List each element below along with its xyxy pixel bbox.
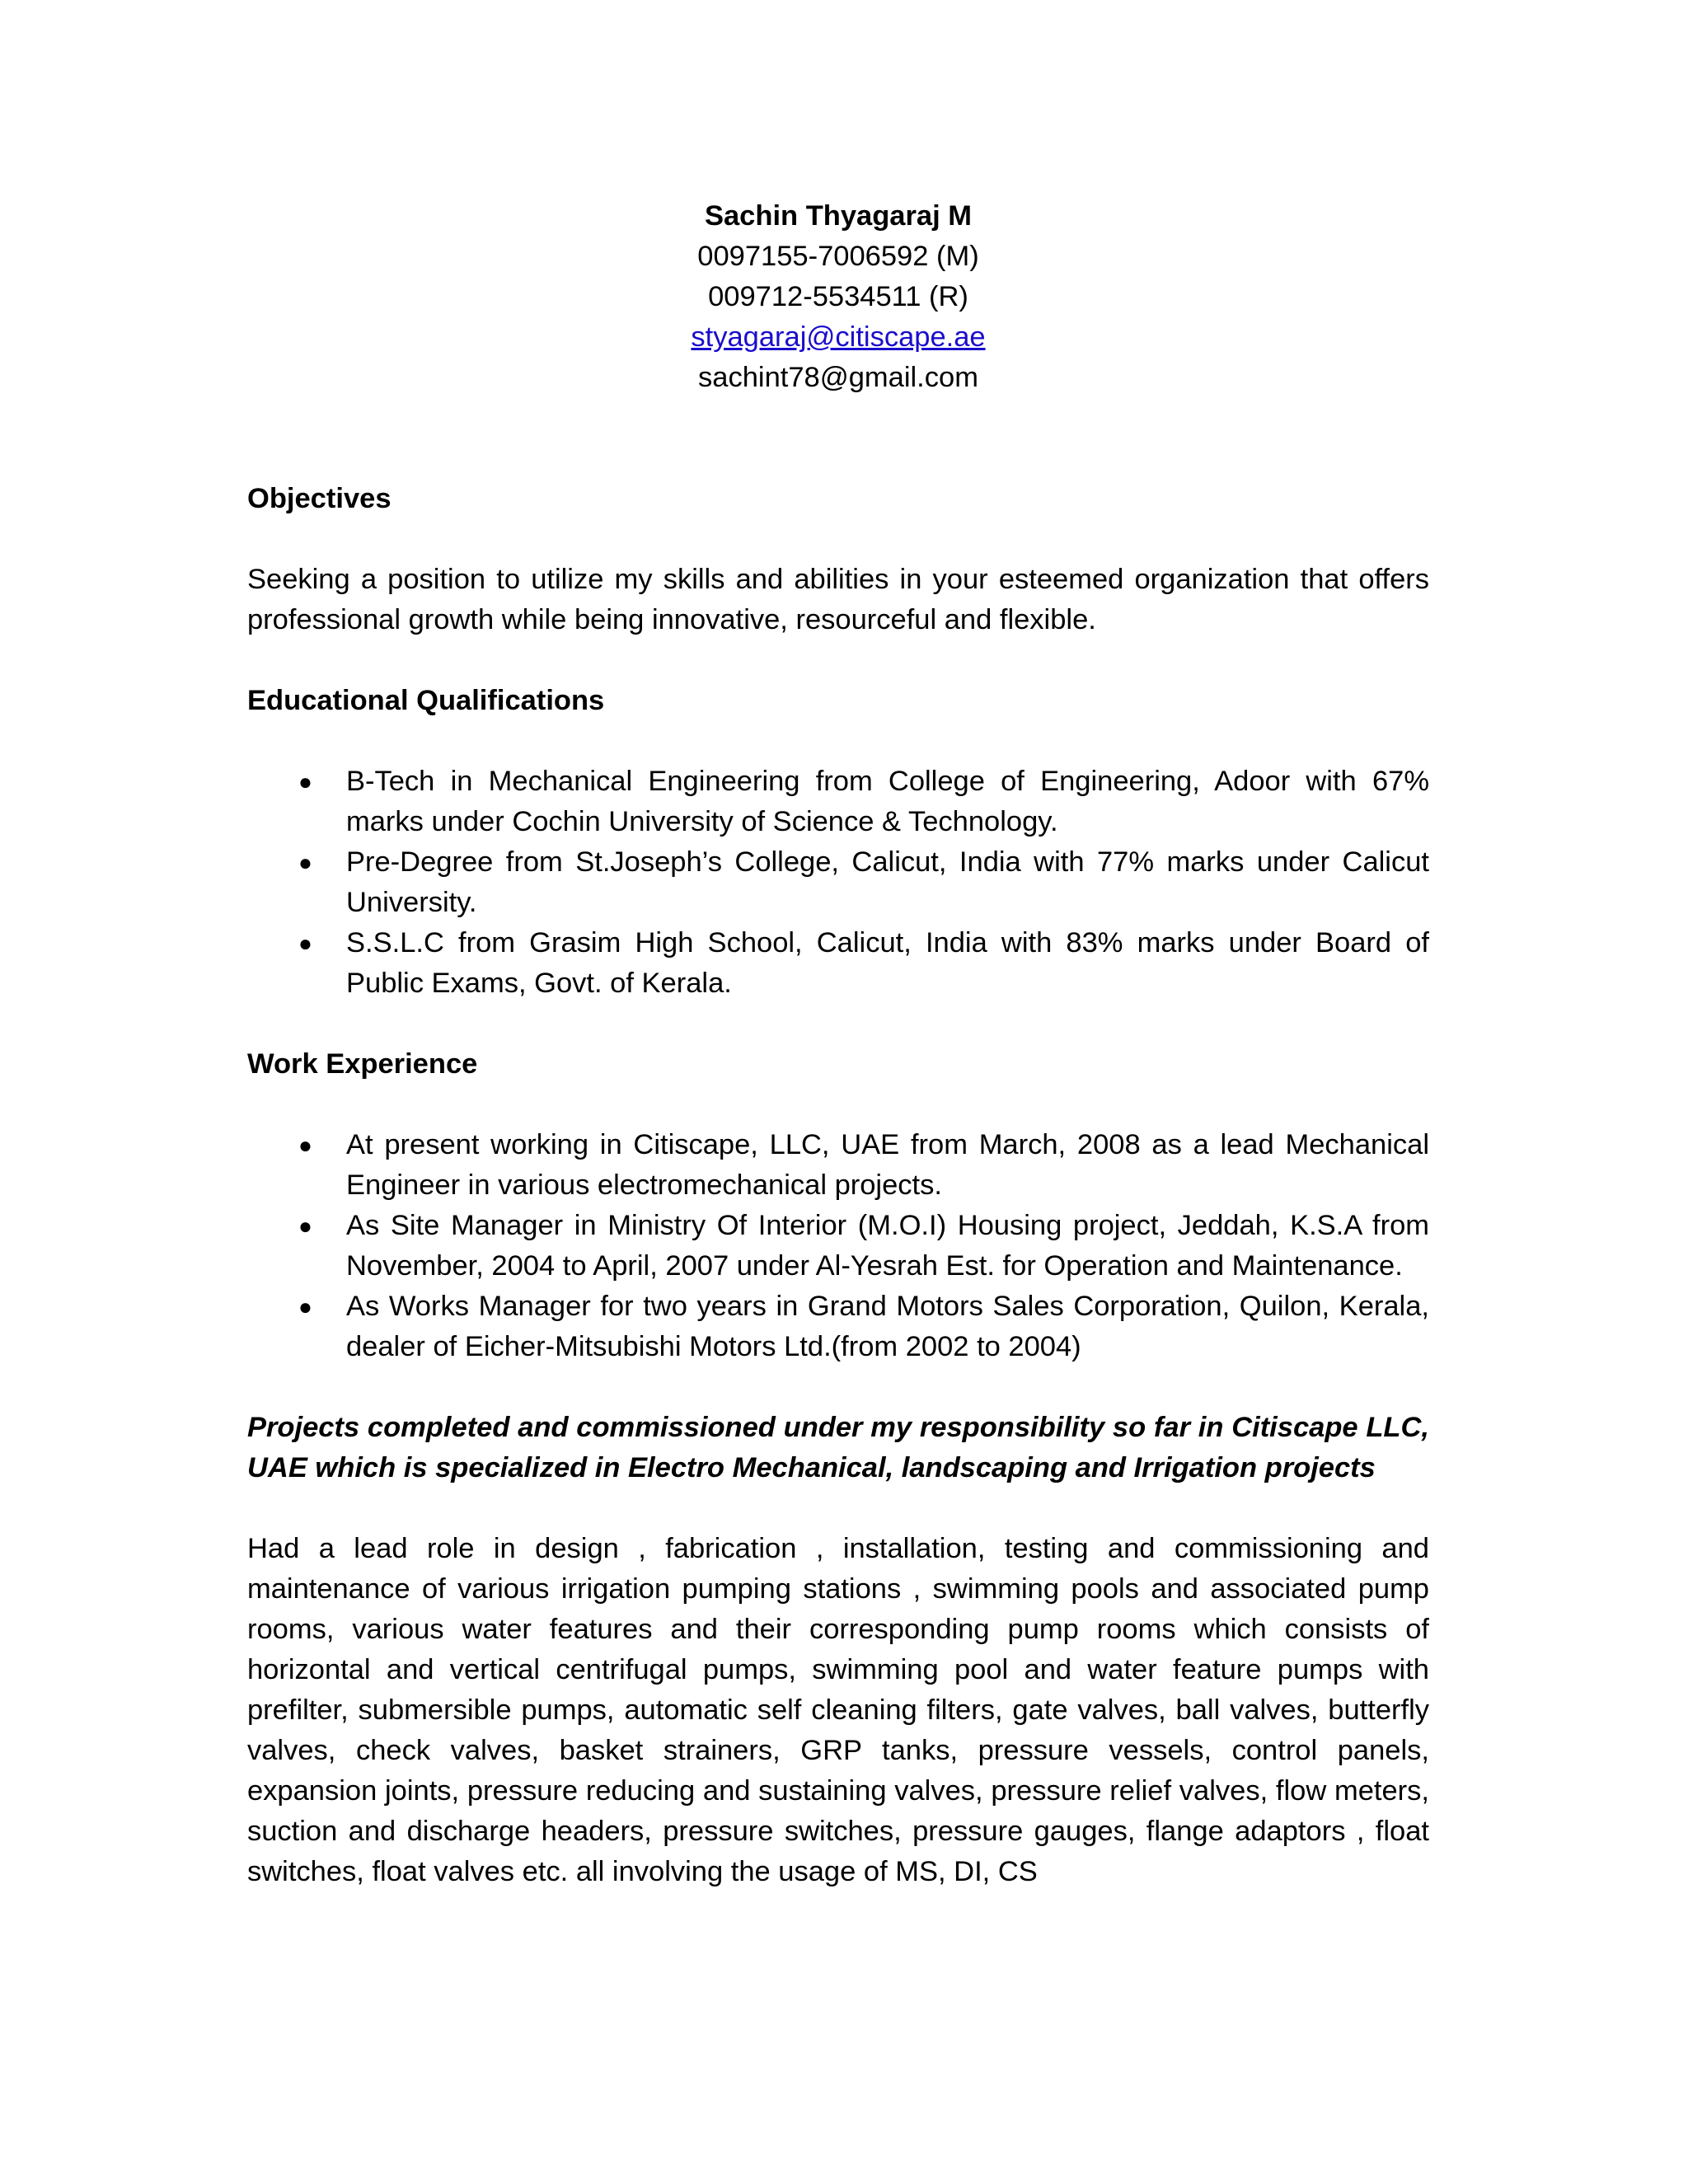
education-list — [247, 762, 1429, 1004]
work-list — [247, 1125, 1429, 1367]
work-item-text: At present working in Citiscape, LLC, UAE from March, 2008 as a lead Mechanical Engineer in various electromechanical projects. — [346, 1129, 1429, 1201]
spacer — [247, 1367, 1429, 1408]
spacer — [247, 640, 1429, 681]
list-item — [247, 1206, 1429, 1286]
list-item — [247, 1125, 1429, 1206]
bullet-icon: ● — [298, 1213, 312, 1239]
candidate-name: Sachin Thyagaraj M — [704, 200, 972, 232]
spacer — [247, 398, 1429, 479]
bullet-icon: ● — [298, 1294, 312, 1319]
work-email-link[interactable]: styagaraj@citiscape.ae — [691, 321, 986, 353]
spacer — [247, 519, 1429, 560]
education-heading: Educational Qualifications — [247, 685, 605, 716]
personal-email: sachint78@gmail.com — [698, 362, 978, 393]
work-item-text: As Site Manager in Ministry Of Interior (M.O.I) Housing project, Jeddah, K.S.A from November, 2004 to April, 2007 under Al-Yesrah Est. for Operation and Maintenance. — [346, 1210, 1429, 1282]
resume-content — [247, 196, 1429, 1892]
work-item-text: As Works Manager for two years in Grand Motors Sales Corporation, Quilon, Kerala, dealer of Eicher-Mitsubishi Motors Ltd.(from 2002 to 2004) — [346, 1291, 1429, 1362]
bullet-icon: ● — [298, 1132, 312, 1158]
projects-text: Had a lead role in design , fabrication , installation, testing and commissioning and maintenance of various irrigation pumping stations , swimming pools and associated pump rooms, various water features and their corresponding pump rooms which consists of horizontal and vertical centrifugal pumps, swimming pool and water feature pumps with prefilter, submersible pumps, automatic self cleaning filters, gate valves, ball valves, butterfly valves, check valves, basket strainers, GRP tanks, pressure vessels, control panels, expansion joints, pressure reducing and sustaining valves, pressure relief valves, flow meters, suction and discharge headers, pressure switches, pressure gauges, flange adaptors , float switches, float valves etc. all involving the usage of MS, DI, CS — [247, 1533, 1429, 1887]
spacer — [247, 1085, 1429, 1125]
spacer — [247, 1004, 1429, 1044]
list-item — [247, 762, 1429, 842]
education-item-text: B-Tech in Mechanical Engineering from College of Engineering, Adoor with 67% marks under Cochin University of Science & Technology. — [346, 766, 1429, 837]
contact-header — [247, 196, 1429, 398]
objectives-text: Seeking a position to utilize my skills and abilities in your esteemed organization that offers professional growth while being innovative, resourceful and flexible. — [247, 564, 1429, 635]
work-heading: Work Experience — [247, 1048, 478, 1080]
bullet-icon: ● — [298, 850, 312, 875]
spacer — [247, 721, 1429, 762]
list-item — [247, 842, 1429, 923]
projects-heading: Projects completed and commissioned under my responsibility so far in Citiscape LLC, UAE which is specialized in Electro Mechanical, landscaping and Irrigation projects — [247, 1412, 1429, 1483]
objectives-heading: Objectives — [247, 483, 392, 514]
bullet-icon: ● — [298, 930, 312, 956]
residence-phone: 009712-5534511 (R) — [708, 281, 968, 312]
list-item — [247, 923, 1429, 1004]
education-item-text: Pre-Degree from St.Joseph’s College, Calicut, India with 77% marks under Calicut University. — [346, 846, 1429, 918]
list-item — [247, 1286, 1429, 1367]
mobile-phone: 0097155-7006592 (M) — [697, 241, 979, 272]
spacer — [247, 1488, 1429, 1529]
bullet-icon: ● — [298, 769, 312, 794]
education-item-text: S.S.L.C from Grasim High School, Calicut, India with 83% marks under Board of Public Exams, Govt. of Kerala. — [346, 927, 1429, 999]
